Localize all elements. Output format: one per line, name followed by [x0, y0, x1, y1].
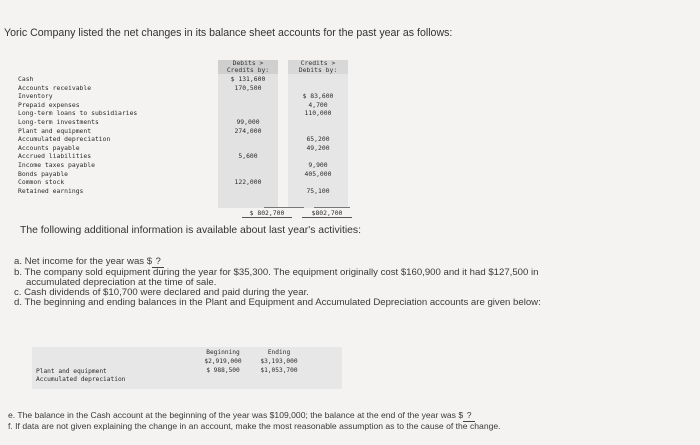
row-label: Long-term loans to subsidiaries	[18, 109, 138, 118]
row-label: Cash	[18, 75, 34, 83]
table-row	[14, 75, 354, 84]
table-row	[14, 84, 354, 93]
table-row	[14, 178, 354, 187]
debit-header: Debits > Credits by:	[218, 60, 278, 74]
table-row	[14, 152, 354, 161]
debit-value: 5,600	[238, 152, 258, 161]
answer-blank-a[interactable]: ?	[152, 257, 164, 268]
row-label: Inventory	[18, 92, 53, 101]
plant-equipment-table	[32, 347, 342, 389]
credit-value: $ 83,600	[302, 92, 334, 101]
balance-changes-table	[14, 60, 354, 220]
table-row	[14, 92, 354, 101]
table-row	[14, 135, 354, 144]
ending-header: Ending	[267, 349, 291, 356]
credit-value: 75,100	[306, 186, 330, 195]
total-credit: $802,700	[302, 209, 352, 218]
item-b-line1: b. The company sold equipment during the year for $35,300. The equipment originally cost $160,900 and it had $127,500 in	[14, 267, 539, 278]
info-line: The following additional information is available about last year's activities:	[20, 225, 362, 236]
credit-value: 405,000	[304, 169, 332, 178]
row-label: Retained earnings	[18, 186, 84, 195]
total-debit: $ 802,700	[242, 209, 292, 218]
debit-value: $ 131,600	[230, 75, 266, 83]
additional-info-list	[14, 257, 690, 308]
credit-value: 4,700	[308, 100, 328, 109]
plant-end-value: $3,193,000	[260, 358, 298, 365]
credit-header: Credits > Debits by:	[288, 60, 348, 74]
table-row	[14, 161, 354, 170]
table-row	[14, 144, 354, 153]
row-label: Long-term investments	[18, 117, 99, 126]
item-e	[8, 411, 501, 422]
row-label: Accumulated depreciation	[18, 135, 111, 144]
table-row	[14, 101, 354, 110]
table-row	[14, 170, 354, 179]
item-e-text: e. The balance in the Cash account at the beginning of the year was $109,000; the balance at the end of the year was $	[8, 410, 464, 420]
plant-row-label: Plant and equipment	[36, 368, 107, 375]
row-label: Income taxes payable	[18, 160, 95, 169]
credit-value: 49,200	[306, 143, 330, 152]
credit-value: 9,900	[308, 160, 328, 169]
item-c: c. Cash dividends of $10,700 were declared and paid during the year.	[14, 287, 309, 298]
row-label: Accounts payable	[18, 143, 80, 152]
accum-dep-begin-value: $ 988,500	[206, 367, 240, 374]
row-label: Bonds payable	[18, 169, 69, 178]
credit-underline	[314, 207, 350, 208]
credit-value: 65,200	[306, 135, 330, 144]
plant-begin-value: $2,919,000	[204, 358, 242, 365]
item-f: f. If data are not given explaining the change in an account, make the most reasonable assumption as to the cause of the change.	[8, 420, 501, 431]
table-row	[14, 118, 354, 127]
row-label: Plant and equipment	[18, 126, 92, 135]
debit-value: 122,000	[234, 178, 262, 187]
table-row	[14, 109, 354, 118]
item-b-line2: accumulated depreciation at the time of sale.	[26, 277, 217, 288]
row-label: Common stock	[18, 178, 65, 187]
row-label: Accounts receivable	[18, 83, 92, 92]
debit-value: 170,500	[234, 83, 262, 92]
item-d: d. The beginning and ending balances in the Plant and Equipment and Accumulated Depreciation accounts are given below:	[14, 297, 541, 308]
table-row	[14, 187, 354, 196]
row-label: Prepaid expenses	[18, 100, 80, 109]
totals-row	[14, 209, 354, 219]
accum-dep-end-value: $1,053,700	[260, 367, 298, 374]
intro-text: Yoric Company listed the net changes in its balance sheet accounts for the past year as follows:	[4, 27, 453, 39]
debit-underline	[264, 207, 304, 208]
table-rows	[14, 75, 354, 195]
debit-value: 99,000	[236, 117, 260, 126]
item-a-text: a. Net income for the year was $	[14, 256, 153, 267]
debit-value: 274,000	[234, 126, 262, 135]
credit-value: 110,000	[304, 109, 332, 118]
table-row	[14, 127, 354, 136]
beginning-header: Beginning	[206, 349, 240, 356]
row-label: Accrued liabilities	[18, 152, 92, 161]
answer-blank-e[interactable]: ?	[463, 411, 475, 422]
bottom-notes	[8, 411, 501, 431]
accum-dep-row-label: Accumulated depreciation	[36, 376, 126, 383]
